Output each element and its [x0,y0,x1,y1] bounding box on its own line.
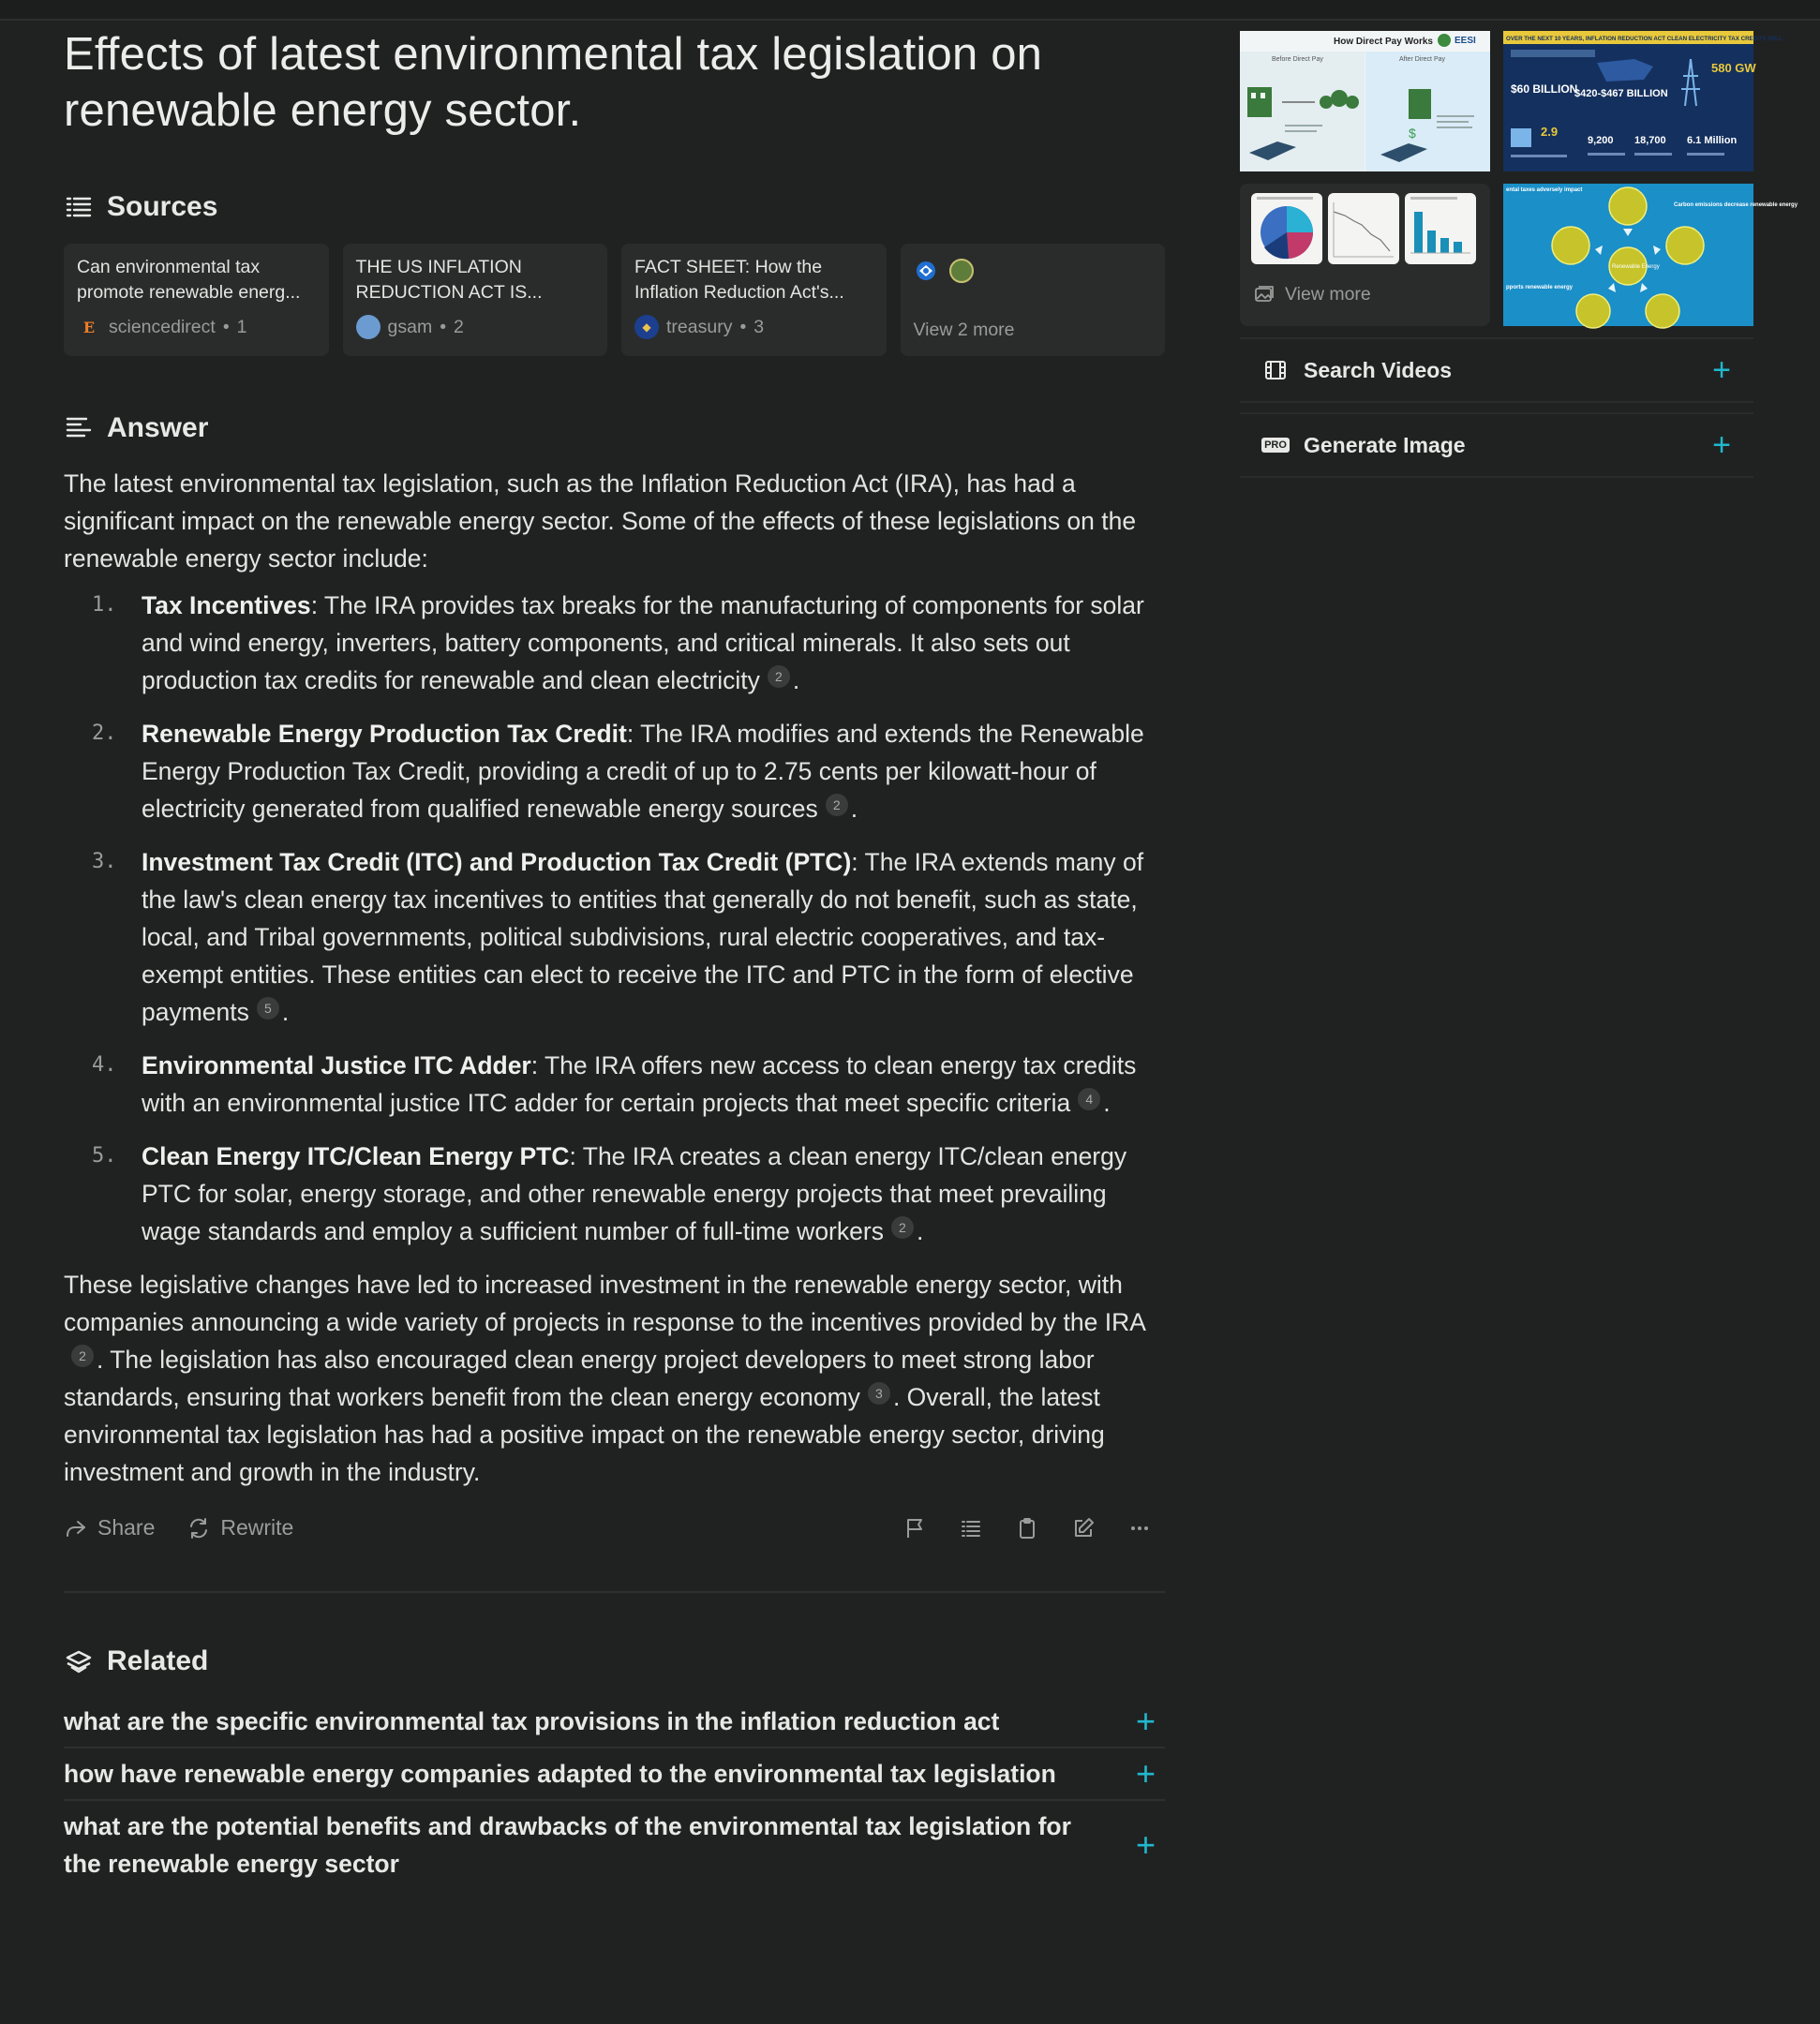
related-heading-label: Related [107,1645,209,1676]
image-results [1240,31,1798,326]
gsam-icon [356,315,380,339]
svg-text:ental taxes adversely impact: ental taxes adversely impact [1506,187,1583,193]
related-heading [64,1645,1165,1677]
svg-text:Renewable Energy: Renewable Energy [1612,264,1660,270]
image-result-direct-pay[interactable] [1240,31,1490,171]
edit-icon[interactable] [1071,1516,1096,1540]
source-card-2[interactable] [343,244,608,356]
search-videos-label: Search Videos [1304,357,1453,382]
list-number: 5. [92,1144,117,1168]
related-item[interactable] [64,1696,1165,1749]
answer-list-item: 3. Investment Tax Credit (ITC) and Production Tax Credit (PTC): The IRA extends many of the law's clean energy tax incentives to entities that generally do not benefit, such as state, local, and Tribal governments, political subdivisions, rural electric cooperatives, and tax-exempt entities. These entities can elect to receive the ITC and PTC in the form of elective payments 5 . [64,843,1165,1031]
list-number: 4. [92,1053,117,1077]
svg-text:EESI: EESI [1455,36,1476,46]
related-layers-icon [64,1646,94,1676]
rewrite-button[interactable] [186,1515,293,1540]
citation-badge[interactable]: 3 [868,1382,890,1405]
svg-text:Carbon emissions decrease rene: Carbon emissions decrease renewable energy [1674,202,1798,208]
item-title: Tax Incentives [142,591,311,619]
plus-icon: + [1135,1825,1156,1864]
source-title: FACT SHEET: How the Inflation Reduction Act's... [634,257,844,303]
answer-body [64,465,1165,1491]
image-result-ira-infographic[interactable] [1503,31,1784,171]
item-text: : The IRA modifies and extends the Renewable Energy Production Tax Credit, providing a credit of up to 2.75 cents per kilowatt-hour of electricity generated from qualified renewable energy sources [142,720,1144,823]
sources-list-icon[interactable] [959,1516,983,1540]
source-meta: E sciencedirect • 1 [77,315,316,339]
svg-text:6.1 Million: 6.1 Million [1687,135,1738,146]
citation-badge[interactable]: 2 [71,1345,94,1367]
source-site: treasury [666,316,733,337]
answer-icon [64,413,94,443]
related-question: how have renewable energy companies adapted to the environmental tax legislation [64,1760,1056,1788]
svg-text:18,700: 18,700 [1634,135,1666,146]
sources-heading [64,191,1165,223]
source-site: sciencedirect [109,316,216,337]
image-icon [1253,283,1275,305]
svg-text:pports renewable energy: pports renewable energy [1506,285,1574,290]
svg-text:How Direct Pay Works: How Direct Pay Works [1334,37,1433,47]
related-question: what are the specific environmental tax provisions in the inflation reduction act [64,1707,1000,1735]
view-more-images[interactable] [1253,283,1490,305]
source-card-3[interactable] [621,244,887,356]
item-text: : The IRA provides tax breaks for the manufacturing of components for solar and wind energy, inverters, battery components, and critical minerals. It also sets out production tax credits for renewable and clean electricity [142,591,1144,694]
svg-text:$60 BILLION: $60 BILLION [1511,82,1578,96]
renewable-diagram [1503,184,1798,326]
answer-actions [64,1515,1165,1540]
sciencedirect-icon: E [77,315,101,339]
item-text: : The IRA creates a clean energy ITC/clean energy PTC for solar, energy storage, and other renewable energy projects that meet prevailing wage standards and employ a sufficient number of full-time workers [142,1142,1127,1245]
pro-badge-icon: PRO [1261,438,1290,453]
answer-list-item: 5. Clean Energy ITC/Clean Energy PTC: The IRA creates a clean energy ITC/clean energy PTC for solar, energy storage, and other renewable energy projects that meet prevailing wage standards and employ a sufficient number of full-time workers 2 . [64,1138,1165,1250]
list-number: 3. [92,850,117,873]
citation-badge[interactable]: 4 [1078,1088,1100,1110]
image-result-renewable-diagram[interactable] [1503,184,1798,326]
answer-list-item: 1. Tax Incentives: The IRA provides tax breaks for the manufacturing of components for solar and wind energy, inverters, battery components, and critical minerals. It also sets out production tax credits for renewable and clean electricity 2 . [64,587,1165,699]
epa-logo-icon [914,259,938,283]
view-more-label: View more [1285,283,1371,305]
plus-icon: + [1712,351,1731,388]
citation-badge[interactable]: 5 [257,997,279,1019]
related-item[interactable] [64,1801,1165,1889]
image-thumb-pie[interactable] [1251,193,1322,264]
image-thumb-bar-chart[interactable] [1405,193,1476,264]
answer-heading-label: Answer [107,412,209,443]
source-site: gsam [387,316,433,337]
svg-text:$: $ [1409,126,1416,141]
answer-list-item: 2. Renewable Energy Production Tax Credit: The IRA modifies and extends the Renewable Energy Production Tax Credit, providing a credit of up to 2.75 cents per kilowatt-hour of electricity generated from qualified renewable energy sources 2 . [64,715,1165,827]
citation-badge[interactable]: 2 [891,1216,914,1239]
search-videos-button[interactable] [1240,337,1753,403]
svg-text:After Direct Pay: After Direct Pay [1399,56,1446,63]
more-images-box[interactable] [1240,184,1490,326]
source-meta: ◆ treasury • 3 [634,315,873,339]
generate-image-label: Generate Image [1304,432,1466,457]
section-divider [64,1591,1165,1593]
svg-text:Before Direct Pay: Before Direct Pay [1272,56,1323,63]
view-more-sources[interactable] [901,244,1166,356]
generate-image-button[interactable] [1240,412,1753,478]
view-more-label: View 2 more [913,320,1015,340]
svg-text:$420-$467 BILLION: $420-$467 BILLION [1574,88,1668,99]
rewrite-label: Rewrite [220,1515,294,1540]
source-meta: gsam • 2 [356,315,595,339]
item-title: Clean Energy ITC/Clean Energy PTC [142,1142,570,1170]
doe-seal-icon [949,259,974,283]
image-thumb-line-chart[interactable] [1328,193,1399,264]
item-text: : The IRA extends many of the law's clean energy tax incentives to entities that generally do not benefit, such as state, local, and Tribal governments, political subdivisions, rural electric cooperatives, and tax-exempt entities. These entities can elect to receive the ITC and PTC in the form of elective payments [142,848,1144,1026]
share-icon [64,1516,88,1540]
page-title: Effects of latest environmental tax legislation on renewable energy sector. [64,29,1043,136]
more-sources-icons [914,259,1153,283]
answer-outro: These legislative changes have led to increased investment in the renewable energy sector, with companies announcing a wide variety of projects in response to the incentives provided by the IRA2 . The legislation has also encouraged clean energy project developers to meet strong labor standards, ensuring that workers benefit from the clean energy economy 3 . Overall, the latest environmental tax legislation has had a positive impact on the renewable energy sector, driving investment and growth in the industry. [64,1271,1146,1486]
top-bar [0,0,1820,21]
sources-icon [64,192,94,222]
plus-icon: + [1135,1754,1156,1793]
source-index: 3 [753,316,765,337]
sources-heading-label: Sources [107,191,218,222]
copy-icon[interactable] [1015,1516,1039,1540]
sources-list [64,244,1165,356]
item-text: : The IRA offers new access to clean energy tax credits with an environmental justice ITC adder for certain projects that meet specific criteria [142,1051,1137,1117]
flag-icon[interactable] [903,1516,927,1540]
list-number: 2. [92,722,117,745]
plus-icon: + [1135,1702,1156,1740]
answer-intro: The latest environmental tax legislation, such as the Inflation Reduction Act (IRA), has had a significant impact on the renewable energy sector. Some of the effects of these legislations on the renewable energy sector include: [64,469,1137,573]
item-title: Environmental Justice ITC Adder [142,1051,531,1079]
treasury-seal-icon: ◆ [634,315,659,339]
answer-list-item: 4. Environmental Justice ITC Adder: The IRA offers new access to clean energy tax credits with an environmental justice ITC adder for certain projects that meet specific criteria 4 . [64,1047,1165,1122]
ira-infographic [1503,31,1784,171]
answer-heading [64,412,1165,444]
source-index: 2 [454,316,464,337]
source-card-1[interactable] [64,244,329,356]
citation-badge[interactable]: 2 [826,794,848,816]
svg-text:580 GW: 580 GW [1711,61,1756,75]
direct-pay-infographic [1240,31,1490,171]
share-label: Share [97,1515,156,1540]
svg-text:2.9: 2.9 [1541,125,1559,139]
related-question: what are the potential benefits and drawbacks of the environmental tax legislation for the renewable energy sector [64,1812,1071,1878]
source-title: THE US INFLATION REDUCTION ACT IS... [355,257,543,303]
side-panel [1240,31,1798,478]
svg-text:9,200: 9,200 [1588,135,1614,146]
item-title: Investment Tax Credit (ITC) and Production Tax Credit (PTC) [142,848,852,876]
related-item[interactable] [64,1749,1165,1801]
item-title: Renewable Energy Production Tax Credit [142,720,627,748]
answer-list [64,587,1165,1250]
list-number: 1. [92,593,117,617]
more-options-icon[interactable] [1127,1516,1152,1540]
plus-icon: + [1712,426,1731,463]
source-title: Can environmental tax promote renewable energ... [77,257,301,303]
source-index: 1 [236,316,247,337]
main-column [64,21,1165,1889]
film-icon [1263,358,1288,382]
related-list [64,1696,1165,1889]
rewrite-icon [186,1516,211,1540]
svg-text:OVER THE NEXT 10 YEARS, INFLAT: OVER THE NEXT 10 YEARS, INFLATION REDUCTION ACT CLEAN ELECTRICITY TAX CREDITS WILL: [1506,36,1784,42]
share-button[interactable] [64,1515,155,1540]
citation-badge[interactable]: 2 [768,665,790,688]
